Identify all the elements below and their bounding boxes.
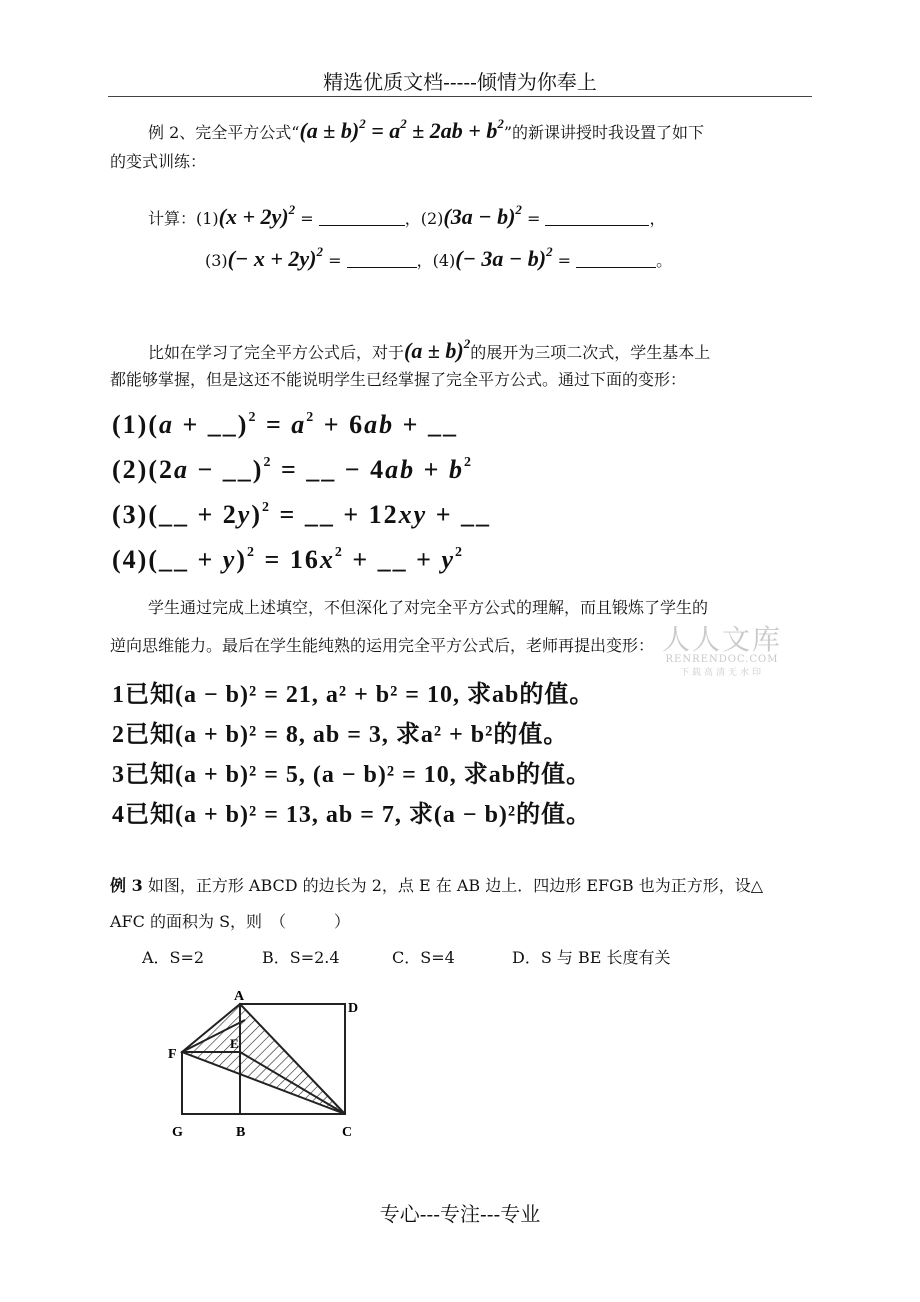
watermark (652, 618, 792, 678)
calc-formula-3: (− x + 2y)$^2$ (227, 244, 323, 271)
ex3-option-b[interactable]: B．S=2.4 (262, 948, 340, 967)
label-a: A (234, 989, 245, 1004)
ex2-intro-tail: ”的新课讲授时我设置了如下 (503, 123, 705, 142)
para1-line2: 都能够掌握，但是这还不能说明学生已经掌握了完全平方公式。通过下面的变形： (110, 370, 687, 389)
calc-formula-1: $(x + 2y)^2$ (218, 202, 296, 229)
page-footer: 专心---专注---专业 (379, 1202, 541, 1226)
question-4: 4已知(a + b)² = 13, ab = 7, 求(a − b)²的值。 (112, 802, 592, 828)
question-2: 2已知(a + b)² = 8, ab = 3, 求a² + b²的值。 (112, 722, 569, 748)
answer-blank-3[interactable] (347, 251, 417, 268)
label-e: E (230, 1036, 239, 1051)
watermark-url: RENRENDOC.COM (665, 654, 779, 665)
geometry-figure (160, 986, 380, 1142)
label-b: B (236, 1125, 246, 1140)
fill-expression-3: (3)(__ + 2y)$^2$ = __ + 12xy + __ (112, 500, 492, 529)
header-rule (108, 96, 812, 97)
question-3: 3已知(a + b)² = 5, (a − b)² = 10, 求ab的值。 (112, 762, 592, 788)
page-header: 精选优质文档-----倾情为你奉上 (323, 70, 597, 94)
label-c: C (342, 1125, 353, 1140)
label-g: G (172, 1125, 183, 1140)
calc-label: 计算：(1) (148, 209, 219, 228)
answer-blank-1[interactable] (319, 209, 405, 226)
watermark-title: 人人文库 (661, 623, 782, 656)
calc-formula-4: (− 3a − b)$^2$ (455, 244, 553, 271)
ex3-option-a[interactable]: A．S=2 (142, 948, 205, 967)
calc-number-4: (4) (432, 251, 456, 270)
para1-formula: $(a \pm b)^2$ (404, 336, 471, 363)
calc-number-2: (2) (420, 209, 444, 228)
fill-expression-2: (2)(2a − __)$^2$ = __ − $4ab + b^2$ (112, 455, 473, 484)
ex2-intro-line (148, 114, 704, 143)
fill-expression-4: (4)(__ + $y)^2 = 16x^2$ + __ + $y^2$ (112, 545, 465, 574)
para2-line1: 学生通过完成上述填空，不但深化了对完全平方公式的理解，而且锻炼了学生的 (148, 598, 709, 617)
para1-line1: 比如在学习了完全平方公式后，对于$(a \pm b)^2$的展开为三项二次式，学生基本上 (148, 336, 711, 363)
answer-blank-4[interactable] (576, 251, 656, 268)
question-1: 1已知(a − b)² = 21, a² + b² = 10, 求ab的值。 (112, 682, 595, 708)
ex3-line1 (110, 876, 763, 896)
calc-row-2: $(3)(- x + 2y)^2$ = ，$(4)(- 3a - b)^2$ = 。 (205, 244, 673, 271)
calc-formula-2: $(3a - b)^2$ (443, 202, 522, 229)
calc-row-1: 计算：$(1)(x + 2y)^2$ = ，$(2)(3a - b)^2$ = ， (148, 202, 666, 229)
label-d: D (348, 1001, 359, 1016)
label-f: F (168, 1047, 177, 1062)
fill-expression-1: (1)(a + __)$^2$ = $a^2 + 6ab$ + __ (112, 410, 458, 439)
ex3-text1: 如图，正方形 ABCD 的边长为 2，点 E 在 AB 边上．四边形 EFGB 也为正方形，设△ (147, 876, 764, 895)
ex3-option-d[interactable]: D．S 与 BE 长度有关 (512, 948, 671, 967)
ex3-label: 例 3 (110, 876, 143, 895)
ex2-intro: 例 2、完全平方公式“ (148, 123, 300, 142)
answer-blank-2[interactable] (545, 209, 649, 226)
calc-number-3: (3) (205, 251, 228, 270)
triangle-afc (182, 1004, 345, 1114)
ex2-line2: 的变式训练： (110, 152, 207, 171)
watermark-tagline: 下载高清无水印 (679, 668, 764, 678)
ex2-formula: $(a \pm b)^2 = a^2 \pm 2ab + b^2$ (299, 116, 504, 143)
ex3-line2: AFC 的面积为 S，则 （ ） (110, 912, 351, 931)
para2-line2: 逆向思维能力。最后在学生能纯熟的运用完全平方公式后，老师再提出变形： (110, 636, 655, 655)
ex3-option-c[interactable]: C．S=4 (392, 948, 455, 967)
